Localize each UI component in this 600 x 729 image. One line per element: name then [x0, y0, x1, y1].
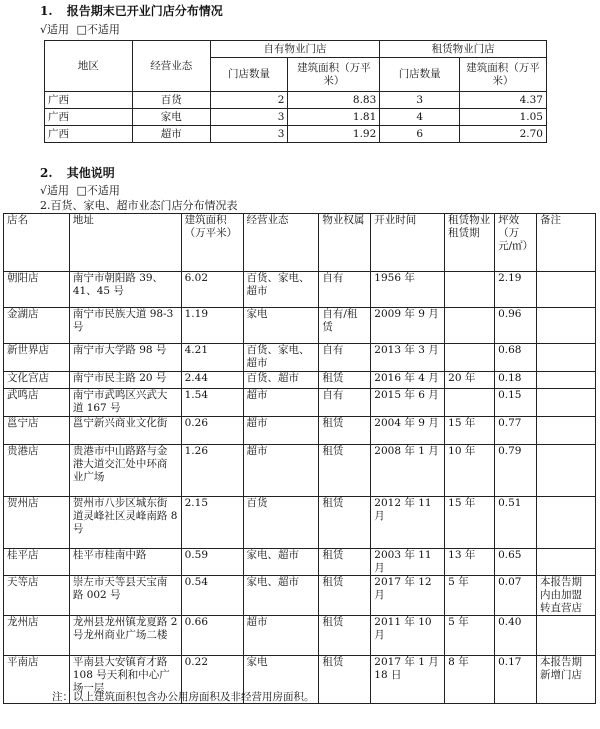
cell-area: 1.54	[181, 389, 243, 417]
cell-opening-date: 2017 年 12 月	[371, 576, 445, 616]
cell-lease-term: 8 年	[445, 656, 495, 704]
footnote: 注：以上建筑面积包含办公用房面积及非经营用房面积。	[52, 691, 315, 703]
cell-opening-date: 2013 年 3 月	[371, 344, 445, 372]
cell-remark	[537, 308, 596, 344]
cell-format: 家电、超市	[243, 549, 319, 576]
table-row	[4, 372, 596, 389]
table-row	[4, 576, 596, 616]
header-owned-count: 门店数量	[210, 58, 288, 92]
cell-store-name: 贵港店	[4, 445, 70, 497]
table-row	[4, 445, 596, 497]
table-row	[4, 308, 596, 344]
cell-owned-count: 3	[210, 109, 288, 126]
table-row	[4, 417, 596, 445]
table-row	[4, 616, 596, 656]
header-owned-area: 建筑面积（万平米）	[288, 58, 380, 92]
cell-lease-term	[445, 389, 495, 417]
cell-remark: 本报告期内由加盟转直营店	[537, 576, 596, 616]
section2-title: 其他说明	[66, 166, 115, 180]
cell-area: 0.66	[181, 616, 243, 656]
cell-ownership: 自有	[319, 344, 371, 372]
section1-heading	[40, 2, 223, 19]
cell-remark	[537, 344, 596, 372]
cell-leased-area: 4.37	[460, 92, 547, 109]
cell-efficiency: 0.68	[495, 344, 537, 372]
cell-opening-date: 2003 年 11 月	[371, 549, 445, 576]
cell-store-name: 朝阳店	[4, 272, 70, 308]
table-row	[4, 344, 596, 372]
cell-remark	[537, 417, 596, 445]
cell-leased-count: 4	[380, 109, 460, 126]
cell-store-name: 天等店	[4, 576, 70, 616]
section2-number: 2.	[40, 166, 53, 180]
cell-store-name: 邕宁店	[4, 417, 70, 445]
cell-store-name: 桂平店	[4, 549, 70, 576]
cell-opening-date: 2004 年 9 月	[371, 417, 445, 445]
header-format: 经营业态	[243, 214, 319, 272]
cell-remark	[537, 616, 596, 656]
cell-efficiency: 0.65	[495, 549, 537, 576]
cell-address: 贵港市中山路路与金港大道交汇处中环商业广场	[69, 445, 181, 497]
cell-ownership: 租赁	[319, 549, 371, 576]
header-leased-area: 建筑面积（万平米）	[460, 58, 547, 92]
cell-lease-term: 5 年	[445, 616, 495, 656]
table-row	[4, 389, 596, 417]
cell-address: 南宁市朝阳路 39、41、45 号	[69, 272, 181, 308]
cell-efficiency: 0.40	[495, 616, 537, 656]
header-address: 地址	[69, 214, 181, 272]
cell-store-name: 贺州店	[4, 497, 70, 549]
cell-store-name: 武鸣店	[4, 389, 70, 417]
cell-ownership: 自有	[319, 272, 371, 308]
cell-store-name: 金湖店	[4, 308, 70, 344]
cell-remark: 本报告期新增门店	[537, 656, 596, 704]
cell-area: 1.26	[181, 445, 243, 497]
header-ownership: 物业权属	[319, 214, 371, 272]
cell-format: 家电	[243, 656, 319, 704]
header-lease-term: 租赁物业租赁期	[445, 214, 495, 272]
table-row	[4, 549, 596, 576]
cell-format: 百货、超市	[243, 372, 319, 389]
cell-owned-count: 3	[210, 126, 288, 143]
cell-format: 超市	[243, 616, 319, 656]
cell-remark	[537, 549, 596, 576]
cell-format: 百货、家电、超市	[243, 272, 319, 308]
cell-ownership: 租赁	[319, 372, 371, 389]
header-region: 地区	[45, 41, 133, 92]
cell-efficiency: 0.77	[495, 417, 537, 445]
cell-address: 崇左市天等县天宝南路 002 号	[69, 576, 181, 616]
cell-format: 超市	[243, 445, 319, 497]
cell-opening-date: 2017 年 1 月 18 日	[371, 656, 445, 704]
cell-owned-area: 8.83	[288, 92, 380, 109]
cell-address: 南宁市大学路 98 号	[69, 344, 181, 372]
cell-ownership: 自有	[319, 389, 371, 417]
section2-heading	[40, 164, 115, 181]
section1-applicability	[40, 21, 120, 37]
cell-region: 广西	[45, 109, 133, 126]
section1-number: 1.	[40, 4, 53, 18]
not-applicable-checkbox: □不适用	[76, 184, 120, 197]
cell-store-name: 新世界店	[4, 344, 70, 372]
cell-ownership: 自有/租赁	[319, 308, 371, 344]
cell-lease-term: 20 年	[445, 372, 495, 389]
section2-applicability	[40, 182, 120, 198]
table-row	[4, 497, 596, 549]
cell-area: 2.15	[181, 497, 243, 549]
cell-address: 南宁市武鸣区兴武大道 167 号	[69, 389, 181, 417]
header-remark: 备注	[537, 214, 596, 272]
cell-efficiency: 0.96	[495, 308, 537, 344]
applicable-checkbox: √适用	[40, 23, 70, 36]
cell-ownership: 租赁	[319, 417, 371, 445]
cell-area: 0.22	[181, 656, 243, 704]
section1-title: 报告期末已开业门店分布情况	[66, 4, 223, 18]
cell-area: 2.44	[181, 372, 243, 389]
cell-opening-date: 2012 年 11 月	[371, 497, 445, 549]
cell-address: 南宁市民族大道 98-3 号	[69, 308, 181, 344]
cell-address: 桂平市桂南中路	[69, 549, 181, 576]
cell-format: 超市	[132, 126, 210, 143]
header-owned-group: 自有物业门店	[210, 41, 380, 58]
cell-format: 家电、超市	[243, 576, 319, 616]
cell-leased-area: 2.70	[460, 126, 547, 143]
cell-address: 邕宁新兴商业文化街	[69, 417, 181, 445]
cell-efficiency: 0.18	[495, 372, 537, 389]
cell-address: 平南县大安镇育才路 108 号天利和中心广场一层	[69, 656, 181, 704]
cell-area: 0.59	[181, 549, 243, 576]
cell-format: 百货、家电、超市	[243, 344, 319, 372]
cell-area: 4.21	[181, 344, 243, 372]
cell-efficiency: 2.19	[495, 272, 537, 308]
cell-store-name: 龙州店	[4, 616, 70, 656]
cell-address: 龙州县龙州镇龙夏路 2 号龙州商业广场二楼	[69, 616, 181, 656]
cell-lease-term	[445, 272, 495, 308]
cell-address: 贺州市八步区城东街道灵峰社区灵峰南路 8 号	[69, 497, 181, 549]
cell-ownership: 租赁	[319, 616, 371, 656]
cell-lease-term	[445, 308, 495, 344]
cell-remark	[537, 445, 596, 497]
cell-remark	[537, 372, 596, 389]
header-format: 经营业态	[132, 41, 210, 92]
store-distribution-table	[44, 40, 547, 143]
cell-remark	[537, 389, 596, 417]
cell-format: 百货	[243, 497, 319, 549]
cell-format: 超市	[243, 417, 319, 445]
cell-ownership: 租赁	[319, 445, 371, 497]
cell-opening-date: 1956 年	[371, 272, 445, 308]
cell-lease-term: 15 年	[445, 417, 495, 445]
cell-area: 0.54	[181, 576, 243, 616]
cell-remark	[537, 497, 596, 549]
cell-efficiency: 0.07	[495, 576, 537, 616]
applicable-checkbox: √适用	[40, 184, 70, 197]
cell-format: 超市	[243, 389, 319, 417]
header-leased-group: 租赁物业门店	[380, 41, 547, 58]
cell-ownership: 租赁	[319, 576, 371, 616]
cell-remark	[537, 272, 596, 308]
header-opening-date: 开业时间	[371, 214, 445, 272]
cell-area: 0.26	[181, 417, 243, 445]
cell-ownership: 租赁	[319, 497, 371, 549]
cell-opening-date: 2011 年 10 月	[371, 616, 445, 656]
cell-lease-term: 15 年	[445, 497, 495, 549]
section2-subtitle: 2.百货、家电、超市业态门店分布情况表	[40, 199, 238, 212]
cell-lease-term: 10 年	[445, 445, 495, 497]
cell-area: 1.19	[181, 308, 243, 344]
header-efficiency: 坪效（万元/㎡）	[495, 214, 537, 272]
cell-opening-date: 2016 年 4 月	[371, 372, 445, 389]
cell-store-name: 文化宫店	[4, 372, 70, 389]
cell-format: 家电	[243, 308, 319, 344]
not-applicable-checkbox: □不适用	[76, 23, 120, 36]
cell-region: 广西	[45, 92, 133, 109]
cell-lease-term	[445, 344, 495, 372]
cell-format: 家电	[132, 109, 210, 126]
table-row	[45, 126, 547, 143]
cell-region: 广西	[45, 126, 133, 143]
header-leased-count: 门店数量	[380, 58, 460, 92]
cell-efficiency: 0.17	[495, 656, 537, 704]
cell-area: 6.02	[181, 272, 243, 308]
cell-opening-date: 2008 年 1 月	[371, 445, 445, 497]
cell-efficiency: 0.15	[495, 389, 537, 417]
cell-efficiency: 0.79	[495, 445, 537, 497]
table-row	[4, 272, 596, 308]
cell-efficiency: 0.51	[495, 497, 537, 549]
table-row	[45, 92, 547, 109]
cell-opening-date: 2015 年 6 月	[371, 389, 445, 417]
store-detail-table	[3, 213, 596, 704]
cell-owned-area: 1.92	[288, 126, 380, 143]
cell-address: 南宁市民主路 20 号	[69, 372, 181, 389]
header-store-name: 店名	[4, 214, 70, 272]
cell-opening-date: 2009 年 9 月	[371, 308, 445, 344]
table-row	[45, 109, 547, 126]
cell-leased-count: 3	[380, 92, 460, 109]
cell-format: 百货	[132, 92, 210, 109]
cell-lease-term: 13 年	[445, 549, 495, 576]
cell-lease-term: 5 年	[445, 576, 495, 616]
cell-owned-count: 2	[210, 92, 288, 109]
cell-ownership: 租赁	[319, 656, 371, 704]
cell-owned-area: 1.81	[288, 109, 380, 126]
cell-leased-count: 6	[380, 126, 460, 143]
header-area: 建筑面积（万平米）	[181, 214, 243, 272]
cell-store-name: 平南店	[4, 656, 70, 704]
cell-leased-area: 1.05	[460, 109, 547, 126]
